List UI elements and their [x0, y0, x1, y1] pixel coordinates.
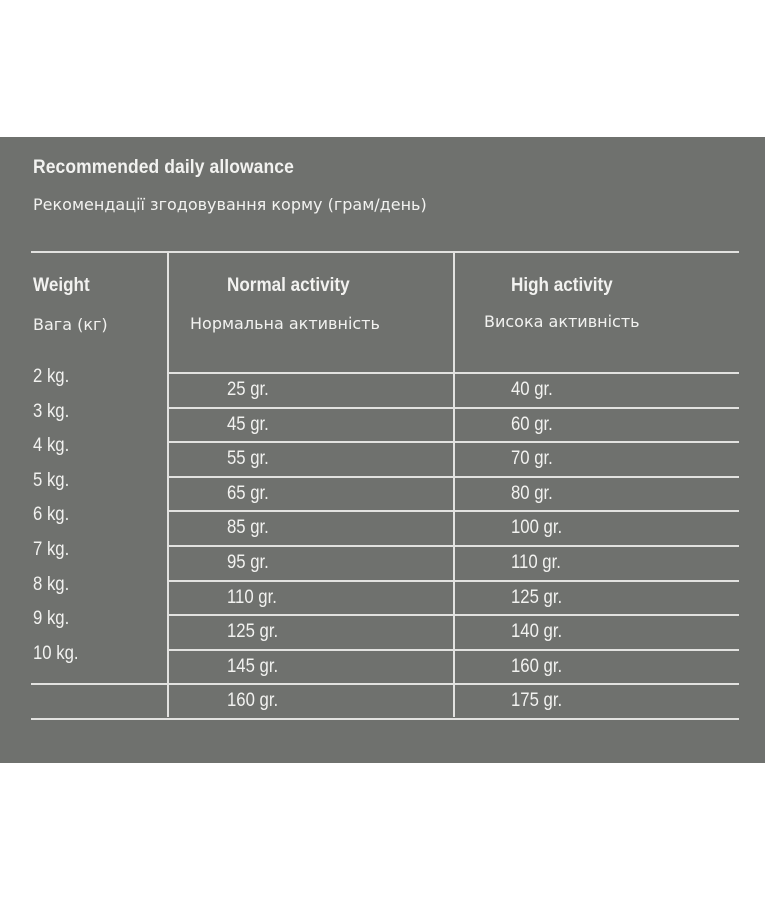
high-activity-cell: 40 gr.	[511, 379, 553, 400]
row-rule	[169, 372, 739, 374]
high-activity-cell: 175 gr.	[511, 690, 563, 711]
normal-activity-cell: 125 gr.	[227, 621, 279, 642]
normal-activity-cell: 145 gr.	[227, 656, 279, 677]
high-activity-header: High activity	[511, 275, 613, 296]
feeding-table-panel	[0, 137, 765, 763]
weight-cell: 4 kg.	[33, 435, 70, 456]
row-rule	[169, 441, 739, 443]
high-activity-cell: 100 gr.	[511, 517, 563, 538]
column-divider-1	[167, 251, 169, 717]
weight-cell: 10 kg.	[33, 643, 79, 664]
row-rule	[169, 407, 739, 409]
normal-activity-subheader: Нормальна активність	[190, 314, 380, 333]
weight-cell: 8 kg.	[33, 574, 70, 595]
weight-header: Weight	[33, 275, 90, 296]
normal-activity-cell: 25 gr.	[227, 379, 269, 400]
row-rule	[169, 476, 739, 478]
row-rule	[169, 580, 739, 582]
normal-activity-header: Normal activity	[227, 275, 350, 296]
high-activity-cell: 160 gr.	[511, 656, 563, 677]
row-rule	[169, 649, 739, 651]
weight-cell: 6 kg.	[33, 504, 70, 525]
row-rule	[31, 683, 739, 685]
high-activity-cell: 110 gr.	[511, 552, 561, 573]
weight-cell: 7 kg.	[33, 539, 70, 560]
table-subtitle: Рекомендації згодовування корму (грам/день)	[33, 195, 427, 214]
table-title: Recommended daily allowance	[33, 157, 294, 178]
column-divider-2	[453, 251, 455, 717]
normal-activity-cell: 85 gr.	[227, 517, 269, 538]
weight-subheader: Вага (кг)	[33, 315, 108, 334]
normal-activity-cell: 55 gr.	[227, 448, 269, 469]
weight-cell: 3 kg.	[33, 401, 70, 422]
high-activity-cell: 140 gr.	[511, 621, 563, 642]
normal-activity-cell: 110 gr.	[227, 587, 277, 608]
high-activity-cell: 60 gr.	[511, 414, 553, 435]
row-rule	[169, 614, 739, 616]
weight-cell: 9 kg.	[33, 608, 70, 629]
high-activity-cell: 125 gr.	[511, 587, 563, 608]
weight-cell: 5 kg.	[33, 470, 70, 491]
high-activity-subheader: Висока активність	[484, 312, 640, 331]
normal-activity-cell: 95 gr.	[227, 552, 269, 573]
normal-activity-cell: 160 gr.	[227, 690, 279, 711]
row-rule	[31, 718, 739, 720]
row-rule	[169, 510, 739, 512]
high-activity-cell: 80 gr.	[511, 483, 553, 504]
high-activity-cell: 70 gr.	[511, 448, 553, 469]
normal-activity-cell: 65 gr.	[227, 483, 269, 504]
row-rule	[169, 545, 739, 547]
weight-cell: 2 kg.	[33, 366, 70, 387]
header-top-rule	[31, 251, 739, 253]
normal-activity-cell: 45 gr.	[227, 414, 269, 435]
